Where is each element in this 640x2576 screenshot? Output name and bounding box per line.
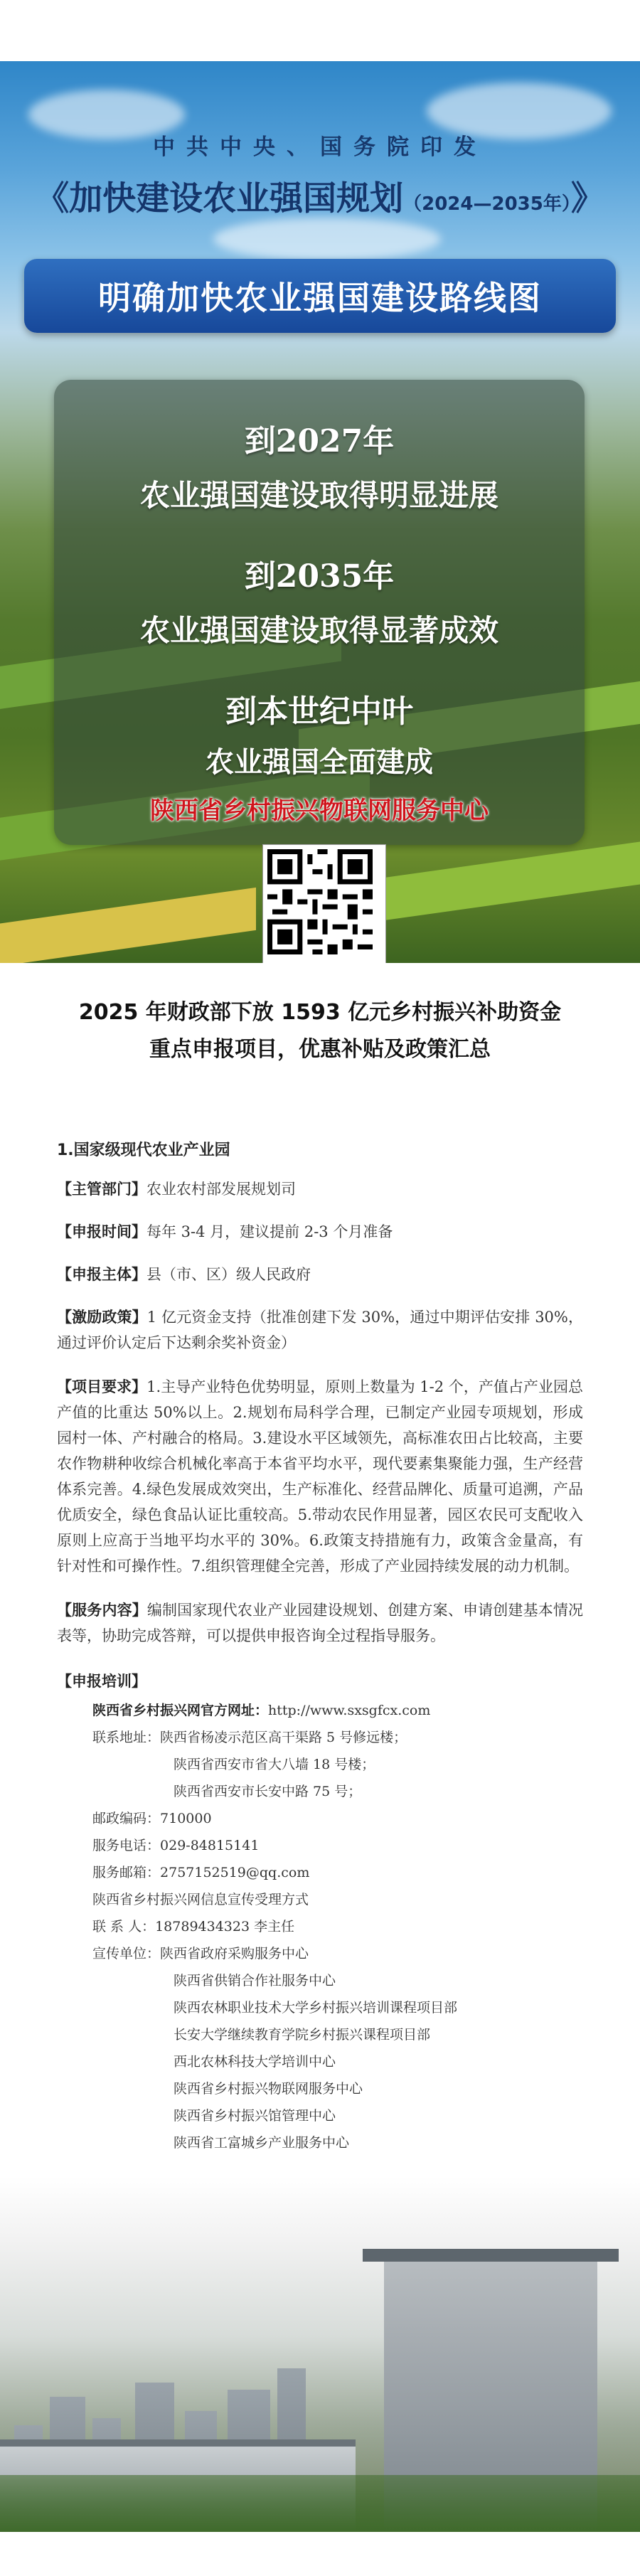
milestone-2027-goal: 农业强国建设取得明显进展 (139, 478, 498, 513)
phone-key: 服务电话： (92, 1838, 161, 1853)
plan-title-close: 》 (570, 179, 604, 218)
trees (0, 2475, 640, 2532)
item-label: 【主管部门】 (57, 1181, 146, 1198)
zip-key: 邮政编码： (92, 1811, 161, 1826)
phone-row (92, 1832, 457, 1859)
units-row (92, 1940, 457, 1967)
item-requirements (57, 1374, 583, 1579)
email-value[interactable]: 2757152519@qq.com (160, 1865, 310, 1880)
item-text: 编制国家现代农业产业园建设规划、创建方案、申请创建基本情况表等，协助完成答辩，可以提供申报咨询全过程指导服务。 (57, 1602, 584, 1644)
plan-title (0, 172, 640, 220)
address-3: 陕西省西安市长安中路 75 号； (174, 1784, 362, 1799)
item-services (57, 1597, 583, 1649)
item-label: 【申报时间】 (57, 1223, 146, 1240)
website-row (92, 1697, 457, 1724)
person-row (92, 1913, 457, 1940)
email-key: 服务邮箱： (92, 1865, 161, 1880)
training-heading (57, 1668, 583, 1694)
qr-code-icon (267, 849, 373, 954)
phone-value[interactable]: 029-84815141 (160, 1838, 260, 1853)
roadmap-ribbon (24, 259, 616, 333)
tower-roof (363, 2249, 619, 2262)
item-incentive (57, 1304, 583, 1356)
item-label: 【申报主体】 (57, 1266, 146, 1283)
unit-item: 陕西省供销合作社服务中心 (174, 1973, 336, 1989)
item-label: 【服务内容】 (57, 1602, 147, 1619)
article-title-line1: 2025 年财政部下放 1593 亿元乡村振兴补助资金 (78, 1000, 562, 1025)
issuer-line: 中共中央、国务院印发 (153, 134, 487, 160)
unit-item: 陕西省政府采购服务中心 (160, 1946, 309, 1962)
campus-building-photo (0, 2176, 640, 2532)
milestones-card (54, 380, 585, 845)
organization-name: 陕西省乡村振兴物联网服务中心 (150, 797, 489, 825)
milestone-2035-year: 到2035年 (244, 558, 395, 595)
item-text: 每年 3-4 月，建议提前 2-3 个月准备 (146, 1223, 393, 1240)
contact-block (92, 1697, 457, 2156)
field-decoration (0, 888, 256, 963)
section-heading: 1.国家级现代农业产业园 (57, 1141, 230, 1159)
publicity-line: 陕西省乡村振兴网信息宣传受理方式 (92, 1892, 309, 1907)
website-link[interactable]: http://www.sxsgfcx.com (268, 1703, 431, 1718)
item-text: 县（市、区）级人民政府 (146, 1266, 311, 1283)
person-key: 联 系 人： (92, 1919, 156, 1934)
item-label: 【项目要求】 (57, 1378, 147, 1395)
item-text: 农业农村部发展规划司 (146, 1181, 296, 1198)
item-applicant (57, 1262, 583, 1287)
milestone-2035-goal: 农业强国建设取得显著成效 (139, 613, 498, 648)
item-text: 1 亿元资金支持（批准创建下发 30%，通过中期评估安排 30%，通过评价认定后下达剩余奖补资金） (57, 1309, 583, 1351)
item-period (57, 1219, 583, 1245)
address-key: 联系地址： (92, 1730, 161, 1745)
qr-code[interactable] (263, 845, 385, 963)
field-decoration (370, 836, 640, 922)
item-label: 【激励政策】 (57, 1309, 147, 1326)
plan-title-main: 《加快建设农业强国规划 (36, 179, 404, 218)
cloud-decoration (213, 218, 441, 260)
article-title-line2: 重点申报项目，优惠补贴及政策汇总 (149, 1037, 491, 1062)
item-text: 1.主导产业特色优势明显，原则上数量为 1-2 个，产值占产业园总产值的比重达 50%以上。2.规划布局科学合理，已制定产业园专项规划，形成园村一体、产村融合的格局。3.建设水平区域领先，高标准农田占比较高，主要农作物耕种收综合机械化率高于本省平均水平，现代要素集聚能力强，生产经营体系完善。4.绿色发展成效突出，生产标准化、经营品牌化、质量可追溯，产品优质安全，绿色食品认证比重较高。5.带动农民作用显著，园区农民可支配收入原则上应高于当地平均水平的 30%。6.政策支持措施有力，政策含金量高，有针对性和可操作性。7.组织管理健全完善，形成了产业园持续发展的动力机制。 (57, 1378, 583, 1575)
address-1: 陕西省杨凌示范区高干渠路 5 号修远楼； (160, 1730, 407, 1745)
zip-row (92, 1805, 457, 1832)
article-title (0, 994, 640, 1068)
unit-item: 西北农林科技大学培训中心 (174, 2054, 336, 2070)
units-key: 宣传单位： (92, 1946, 161, 1962)
email-row (92, 1859, 457, 1886)
unit-item: 陕西农林职业技术大学乡村振兴培训课程项目部 (174, 2000, 458, 2016)
address-row (92, 1724, 457, 1751)
unit-item: 陕西省乡村振兴馆管理中心 (174, 2108, 336, 2124)
address-2: 陕西省西安市省大八墙 18 号楼； (174, 1757, 375, 1772)
item-authority (57, 1176, 583, 1202)
training-label: 【申报培训】 (57, 1673, 146, 1690)
roadmap-ribbon-text: 明确加快农业强国建设路线图 (98, 279, 542, 317)
zip-value: 710000 (160, 1811, 212, 1826)
unit-item: 陕西省工富城乡产业服务中心 (174, 2135, 350, 2151)
person-value[interactable]: 18789434323 李主任 (155, 1919, 295, 1934)
unit-item: 长安大学继续教育学院乡村振兴课程项目部 (174, 2027, 431, 2043)
policy-poster (0, 61, 640, 963)
milestone-midcentury-goal: 农业强国全面建成 (206, 746, 433, 779)
milestone-2027-year: 到2027年 (244, 423, 395, 459)
unit-item: 陕西省乡村振兴物联网服务中心 (174, 2081, 363, 2097)
milestone-midcentury: 到本世纪中叶 (225, 693, 413, 730)
website-key: 陕西省乡村振兴网官方网址： (92, 1703, 269, 1718)
plan-title-years: （2024—2035年） (403, 193, 571, 215)
